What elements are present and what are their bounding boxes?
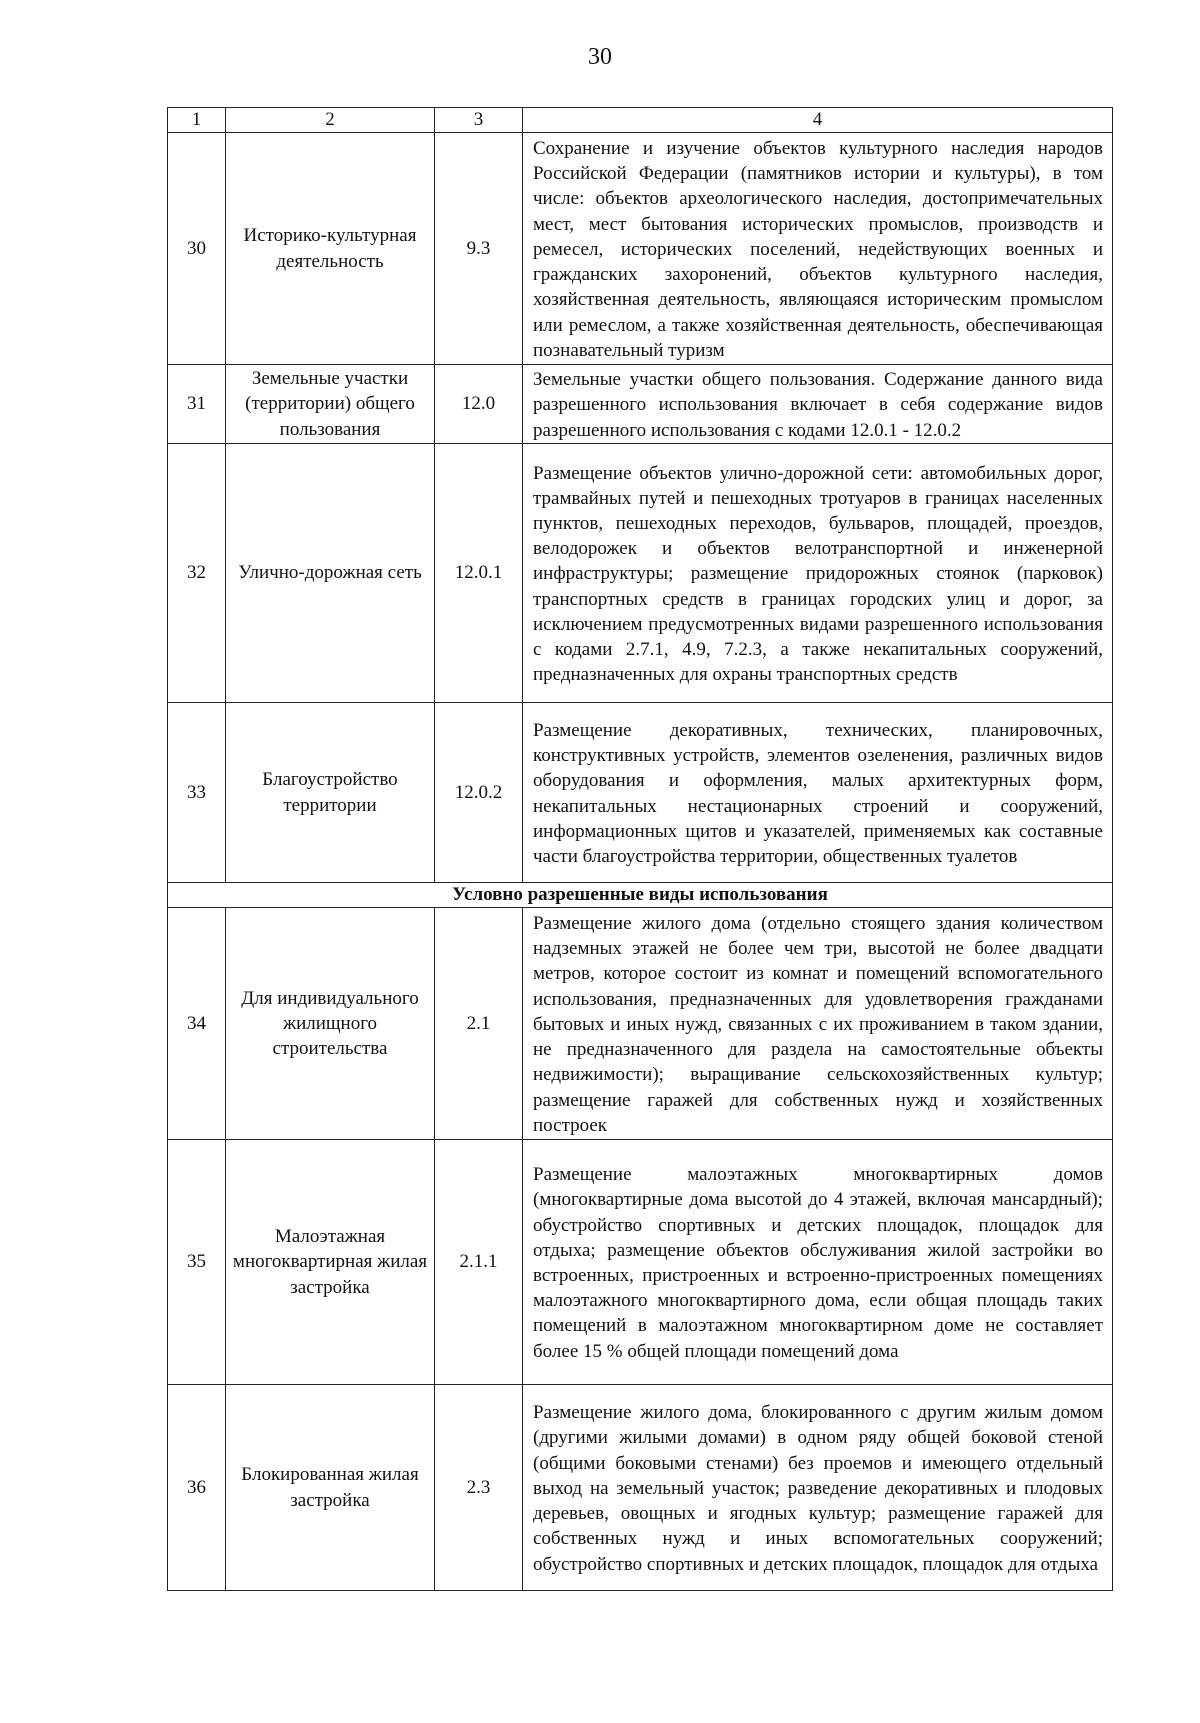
- use-type-code: 9.3: [435, 133, 523, 365]
- use-type-code: 12.0.1: [435, 444, 523, 703]
- use-type-name: Благоустройство территории: [226, 703, 435, 883]
- use-type-code: 2.3: [435, 1385, 523, 1591]
- use-type-code: 2.1.1: [435, 1140, 523, 1385]
- land-use-table: [167, 107, 1113, 1591]
- use-type-code: 2.1: [435, 908, 523, 1140]
- table-header-row: [168, 108, 1113, 133]
- use-type-description: Размещение жилого дома, блокированного с другим жилым домом (другими жилыми домами) в одном ряду общей боковой стеной (общими боковыми стенами) без проемов и имеющего отдельный выход на земельный участок; разведение декоративных и плодовых деревьев, овощных и ягодных культур; размещение гаражей для собственных нужд и иных вспомогательных сооружений; обустройство спортивных и детских площадок, площадок для отдыха: [523, 1385, 1113, 1591]
- use-type-description: Размещение жилого дома (отдельно стоящего здания количеством надземных этажей не более чем три, высотой не более двадцати метров, которое состоит из комнат и помещений вспомогательного использования, предназначенных для удовлетворения гражданами бытовых и иных нужд, связанных с их проживанием в таком здании, не предназначенного для раздела на самостоятельные объекты недвижимости); выращивание сельскохозяйственных культур; размещение гаражей для собственных нужд и хозяйственных построек: [523, 908, 1113, 1140]
- row-number: 33: [168, 703, 226, 883]
- section-header-row: [168, 883, 1113, 908]
- table-row: [168, 908, 1113, 1140]
- use-type-name: Улично-дорожная сеть: [226, 444, 435, 703]
- use-type-description: Размещение малоэтажных многоквартирных домов (многоквартирные дома высотой до 4 этажей, включая мансардный); обустройство спортивных и детских площадок, площадок для отдыха; размещение объектов обслуживания жилой застройки во встроенных, пристроенных и встроенно-пристроенных помещениях малоэтажного многоквартирного дома, если общая площадь таких помещений в малоэтажном многоквартирном доме не составляет более 15 % общей площади помещений дома: [523, 1140, 1113, 1385]
- use-type-description: Размещение объектов улично-дорожной сети: автомобильных дорог, трамвайных путей и пешеходных тротуаров в границах населенных пунктов, пешеходных переходов, бульваров, площадей, проездов, велодорожек и объектов велотранспортной и инженерной инфраструктуры; размещение придорожных стоянок (парковок) транспортных средств в границах городских улиц и дорог, за исключением предусмотренных видами разрешенного использования с кодами 2.7.1, 4.9, 7.2.3, а также некапитальных сооружений, предназначенных для охраны транспортных средств: [523, 444, 1113, 703]
- use-type-name: Блокированная жилая застройка: [226, 1385, 435, 1591]
- use-type-name: Малоэтажная многоквартирная жилая застройка: [226, 1140, 435, 1385]
- use-type-code: 12.0: [435, 365, 523, 444]
- use-type-description: Земельные участки общего пользования. Содержание данного вида разрешенного использования включает в себя содержание видов разрешенного использования с кодами 12.0.1 - 12.0.2: [523, 365, 1113, 444]
- header-cell-2: 2: [226, 108, 435, 133]
- row-number: 35: [168, 1140, 226, 1385]
- table-row: [168, 365, 1113, 444]
- table-row: [168, 1140, 1113, 1385]
- table-row: [168, 444, 1113, 703]
- row-number: 30: [168, 133, 226, 365]
- use-type-name: Историко-культурная деятельность: [226, 133, 435, 365]
- section-title: Условно разрешенные виды использования: [168, 883, 1113, 908]
- use-type-code: 12.0.2: [435, 703, 523, 883]
- use-type-description: Сохранение и изучение объектов культурного наследия народов Российской Федерации (памятников истории и культуры), в том числе: объектов археологического наследия, достопримечательных мест, мест бытования исторических промыслов, производств и ремесел, исторических поселений, недействующих военных и гражданских захоронений, объектов культурного наследия, хозяйственная деятельность, являющаяся историческим промыслом или ремеслом, а также хозяйственная деятельность, обеспечивающая познавательный туризм: [523, 133, 1113, 365]
- table-row: [168, 1385, 1113, 1591]
- header-cell-3: 3: [435, 108, 523, 133]
- table-row: [168, 133, 1113, 365]
- use-type-name: Земельные участки (территории) общего пользования: [226, 365, 435, 444]
- use-type-description: Размещение декоративных, технических, планировочных, конструктивных устройств, элементов озеленения, различных видов оборудования и оформления, малых архитектурных форм, некапитальных нестационарных строений и сооружений, информационных щитов и указателей, применяемых как составные части благоустройства территории, общественных туалетов: [523, 703, 1113, 883]
- row-number: 31: [168, 365, 226, 444]
- row-number: 36: [168, 1385, 226, 1591]
- page-number: 30: [588, 44, 612, 70]
- header-cell-4: 4: [523, 108, 1113, 133]
- row-number: 34: [168, 908, 226, 1140]
- row-number: 32: [168, 444, 226, 703]
- use-type-name: Для индивидуального жилищного строительства: [226, 908, 435, 1140]
- header-cell-1: 1: [168, 108, 226, 133]
- table-row: [168, 703, 1113, 883]
